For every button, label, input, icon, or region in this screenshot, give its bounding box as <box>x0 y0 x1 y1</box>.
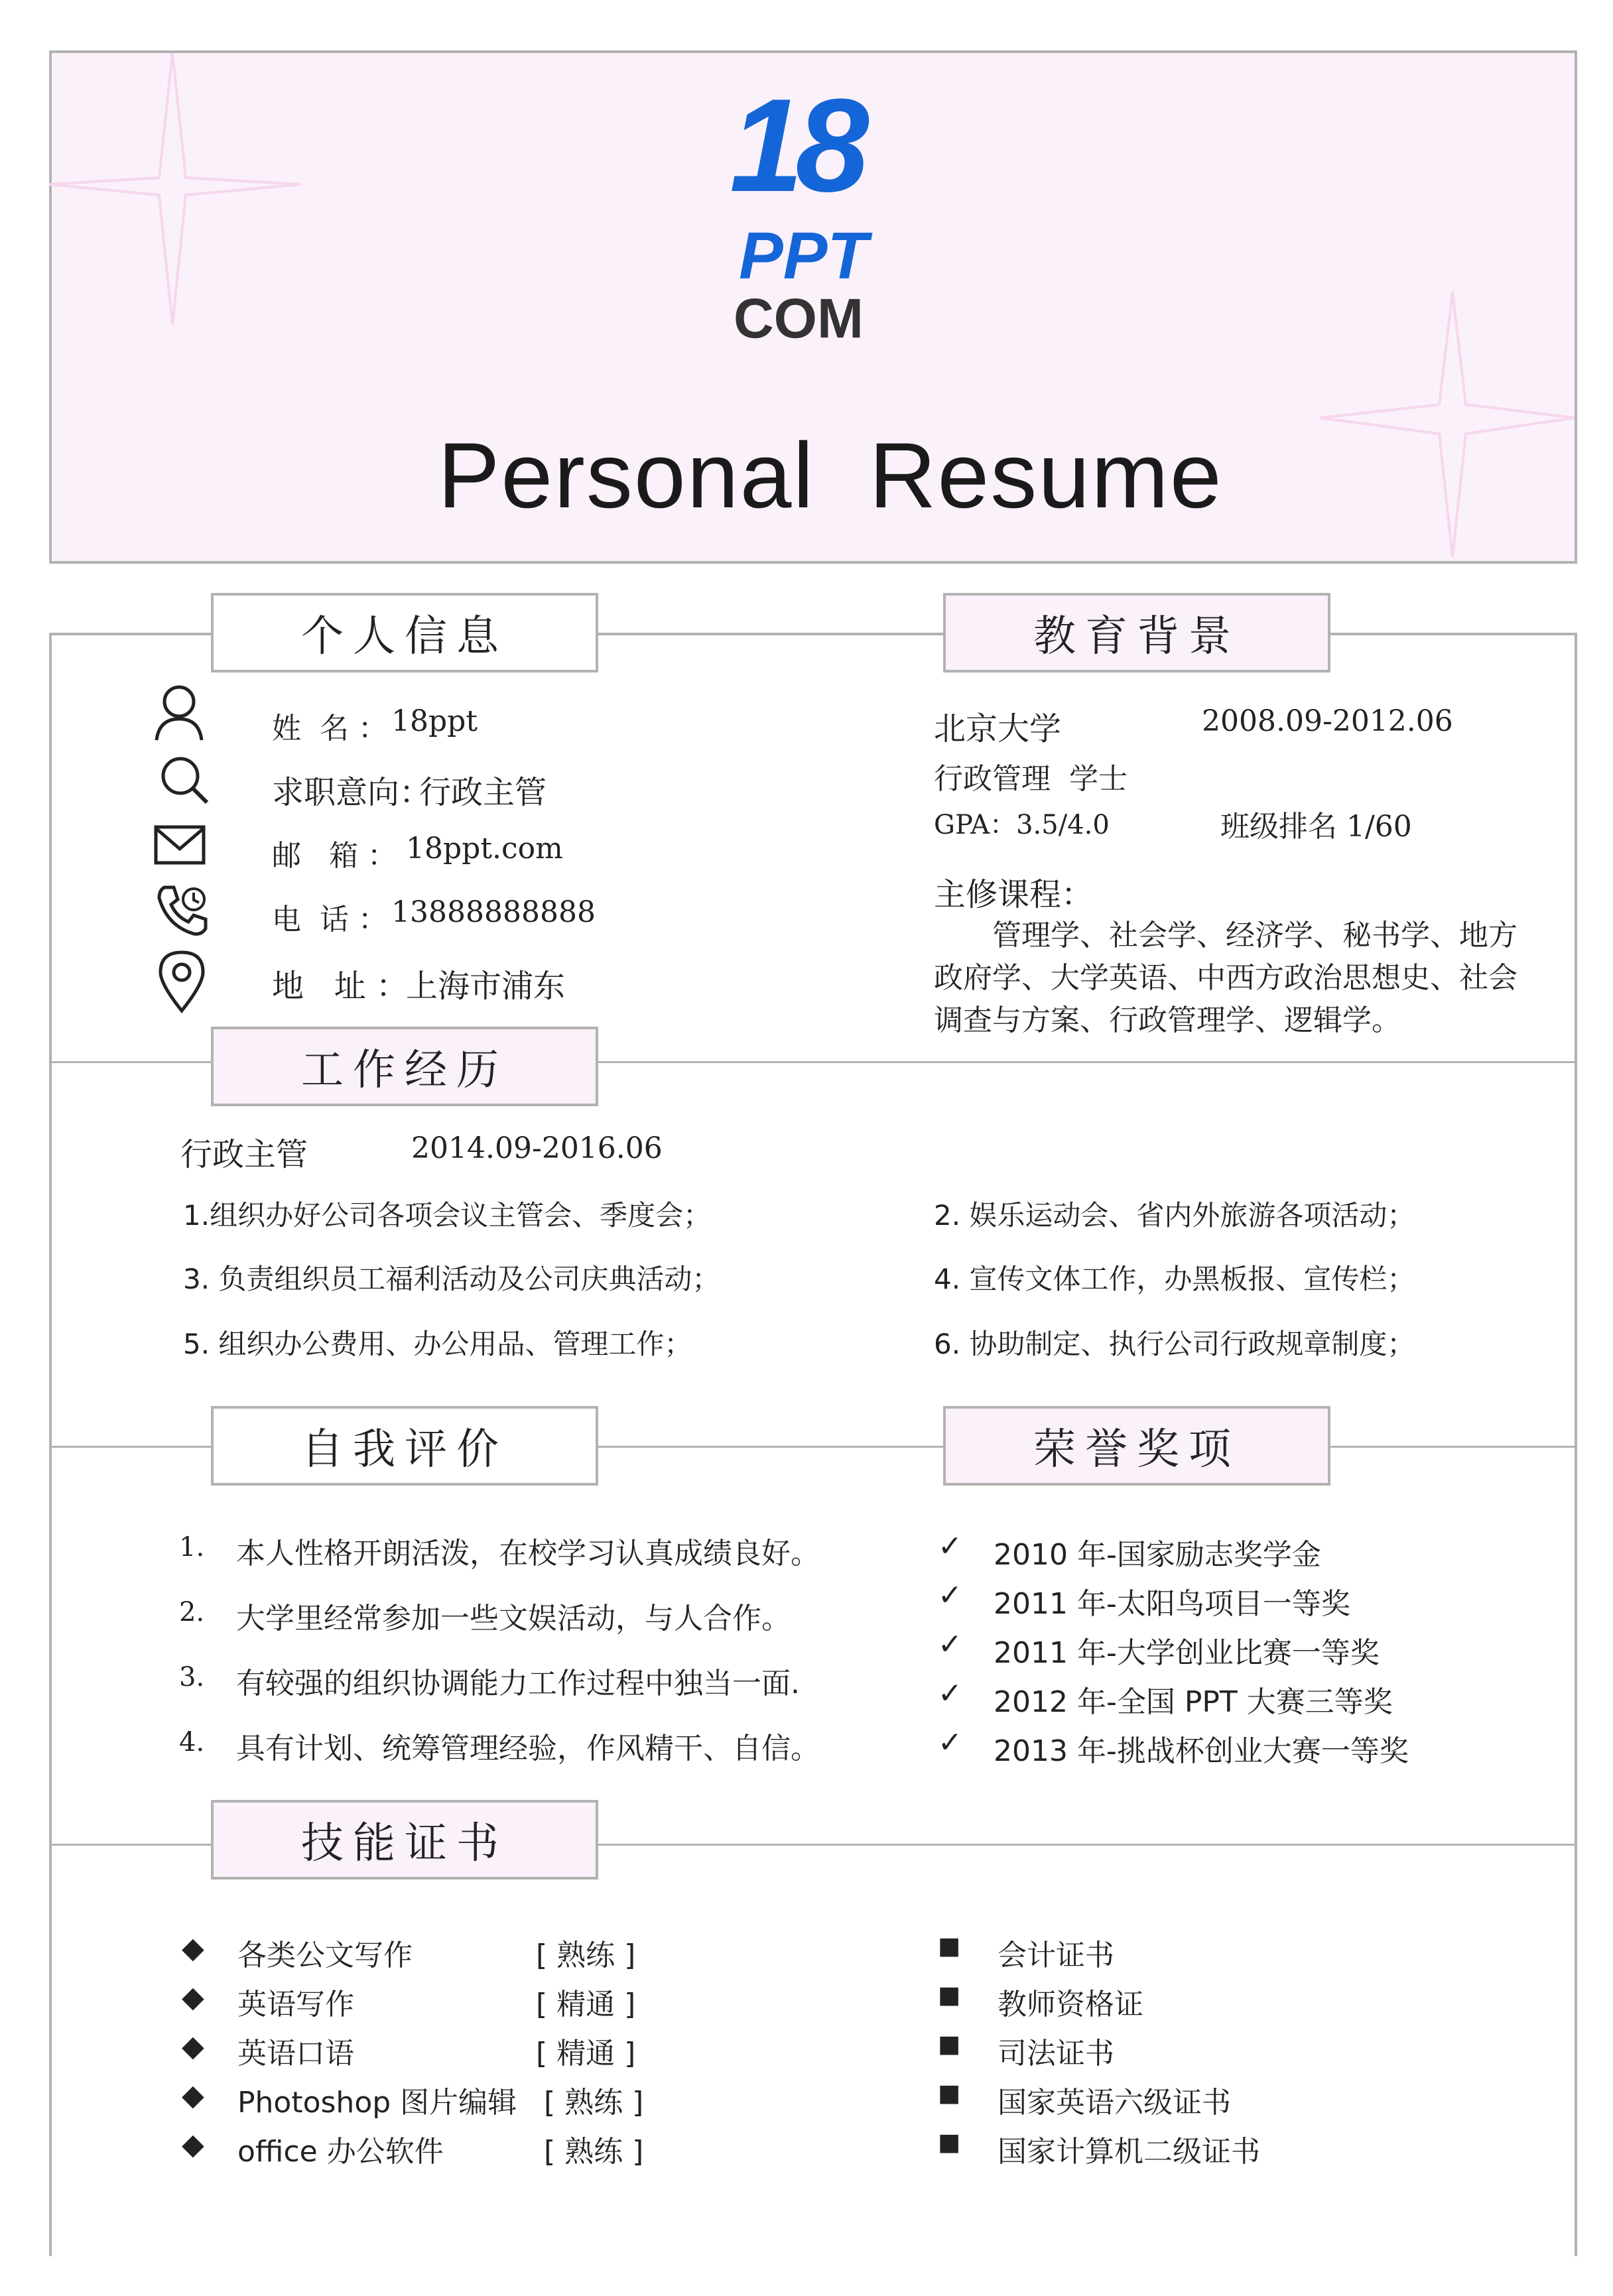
section-heading-self-eval: 自我评价 <box>211 1406 598 1486</box>
skill-name-1: 各类公文写作 <box>237 1939 413 1972</box>
personal-value-phone: 13888888888 <box>391 895 596 929</box>
education-courses-line-1: 管理学、社会学、经济学、秘书学、地方 <box>992 919 1517 952</box>
section-heading-personal: 个人信息 <box>211 593 598 672</box>
self-eval-num-4: 4. <box>179 1727 205 1757</box>
logo-line-3: COM <box>734 287 864 350</box>
mail-icon <box>154 825 206 865</box>
cert-item-1: 会计证书 <box>998 1939 1114 1972</box>
work-period: 2014.09-2016.06 <box>411 1131 663 1165</box>
work-item-3: 3. 负责组织员工福利活动及公司庆典活动； <box>183 1263 720 1295</box>
personal-label-email: 邮 箱 ： <box>272 839 397 873</box>
cert-square-icon-5: ■ <box>938 2129 961 2156</box>
honor-check-icon-4: ✓ <box>938 1677 962 1710</box>
honor-check-icon-3: ✓ <box>938 1627 962 1661</box>
personal-value-email: 18ppt.com <box>406 832 563 865</box>
logo-line-2: PPT <box>739 219 868 293</box>
honor-check-icon-5: ✓ <box>938 1726 962 1759</box>
skill-level-4: [ 熟练 ] <box>544 2086 644 2120</box>
skill-level-2: [ 精通 ] <box>536 1988 636 2021</box>
self-eval-num-1: 1. <box>179 1532 205 1563</box>
honor-check-icon-1: ✓ <box>938 1529 962 1563</box>
self-eval-num-2: 2. <box>179 1597 205 1627</box>
self-eval-text-4: 具有计划、统筹管理经验，作风精干、自信。 <box>236 1732 820 1765</box>
cert-square-icon-1: ■ <box>938 1933 961 1960</box>
skill-diamond-icon-4: ◆ <box>182 2078 204 2112</box>
personal-label-name: 姓 名 ： <box>272 712 387 745</box>
skill-diamond-icon-3: ◆ <box>182 2029 204 2063</box>
personal-label-objective: 求职意向： <box>272 774 432 811</box>
personal-value-address: 上海市浦东 <box>406 968 566 1005</box>
logo-line-1: 18 <box>730 72 862 220</box>
section-heading-skills: 技能证书 <box>211 1800 598 1880</box>
skill-diamond-icon-5: ◆ <box>182 2128 204 2161</box>
honor-item-3: 2011 年-大学创业比赛一等奖 <box>994 1636 1380 1670</box>
search-icon <box>158 753 211 806</box>
personal-value-name: 18ppt <box>391 704 478 738</box>
self-eval-text-1: 本人性格开朗活泼，在校学习认真成绩良好。 <box>236 1537 820 1570</box>
work-position: 行政主管 <box>180 1136 308 1173</box>
skill-level-3: [ 精通 ] <box>536 2037 636 2071</box>
honor-item-4: 2012 年-全国 PPT 大赛三等奖 <box>994 1685 1393 1719</box>
cert-item-4: 国家英语六级证书 <box>998 2086 1231 2120</box>
sparkle-decoration-left <box>49 53 314 332</box>
skill-name-5: office 办公软件 <box>237 2135 444 2169</box>
education-period: 2008.09-2012.06 <box>1202 704 1453 738</box>
work-item-2: 2. 娱乐运动会、省内外旅游各项活动； <box>934 1199 1415 1232</box>
cert-item-5: 国家计算机二级证书 <box>998 2135 1260 2169</box>
work-item-1: 1.组织办好公司各项会议主管会、季度会； <box>183 1199 712 1232</box>
education-rank: 班级排名 1/60 <box>1220 810 1412 844</box>
skill-name-2: 英语写作 <box>237 1988 354 2021</box>
cert-square-icon-4: ■ <box>938 2080 961 2107</box>
work-item-6: 6. 协助制定、执行公司行政规章制度； <box>934 1328 1415 1360</box>
logo <box>730 72 902 351</box>
honor-check-icon-2: ✓ <box>938 1578 962 1612</box>
honor-item-5: 2013 年-挑战杯创业大赛一等奖 <box>994 1734 1409 1768</box>
cert-square-icon-2: ■ <box>938 1982 961 2009</box>
skill-name-4: Photoshop 图片编辑 <box>237 2086 517 2120</box>
self-eval-num-3: 3. <box>179 1662 205 1692</box>
section-heading-education: 教育背景 <box>943 593 1330 672</box>
education-school: 北京大学 <box>934 710 1062 747</box>
self-eval-text-2: 大学里经常参加一些文娱活动，与人合作。 <box>236 1602 791 1635</box>
sparkle-decoration-right <box>1320 292 1575 564</box>
education-degree: 行政管理 学士 <box>934 762 1128 796</box>
education-courses-label: 主修课程： <box>934 876 1094 913</box>
honor-item-2: 2011 年-太阳鸟项目一等奖 <box>994 1587 1350 1621</box>
skill-name-3: 英语口语 <box>237 2037 354 2071</box>
section-heading-work: 工作经历 <box>211 1027 598 1106</box>
education-courses-line-2: 政府学、大学英语、中西方政治思想史、社会 <box>934 961 1517 995</box>
phone-icon <box>155 882 211 938</box>
skill-level-5: [ 熟练 ] <box>544 2135 644 2169</box>
personal-label-address: 地 址 ： <box>272 968 409 1005</box>
skill-diamond-icon-1: ◆ <box>182 1931 204 1965</box>
location-icon <box>158 950 206 1013</box>
cert-square-icon-3: ■ <box>938 2031 961 2058</box>
personal-value-objective: 行政主管 <box>419 774 547 811</box>
work-item-4: 4. 宣传文体工作，办黑板报、宣传栏； <box>934 1263 1415 1295</box>
honor-item-1: 2010 年-国家励志奖学金 <box>994 1538 1321 1572</box>
education-courses-line-3: 调查与方案、行政管理学、逻辑学。 <box>934 1003 1401 1037</box>
skill-diamond-icon-2: ◆ <box>182 1980 204 2014</box>
page-title: Personal Resume <box>438 423 1223 527</box>
work-item-5: 5. 组织办公费用、办公用品、管理工作； <box>183 1328 692 1360</box>
education-gpa: GPA：3.5/4.0 <box>934 810 1110 840</box>
cert-item-3: 司法证书 <box>998 2037 1114 2071</box>
person-icon <box>153 683 206 743</box>
section-heading-honors: 荣誉奖项 <box>943 1406 1330 1486</box>
cert-item-2: 教师资格证 <box>998 1988 1143 2021</box>
skill-level-1: [ 熟练 ] <box>536 1939 636 1972</box>
self-eval-text-3: 有较强的组织协调能力工作过程中独当一面. <box>236 1667 800 1700</box>
personal-label-phone: 电 话 ： <box>272 903 387 936</box>
